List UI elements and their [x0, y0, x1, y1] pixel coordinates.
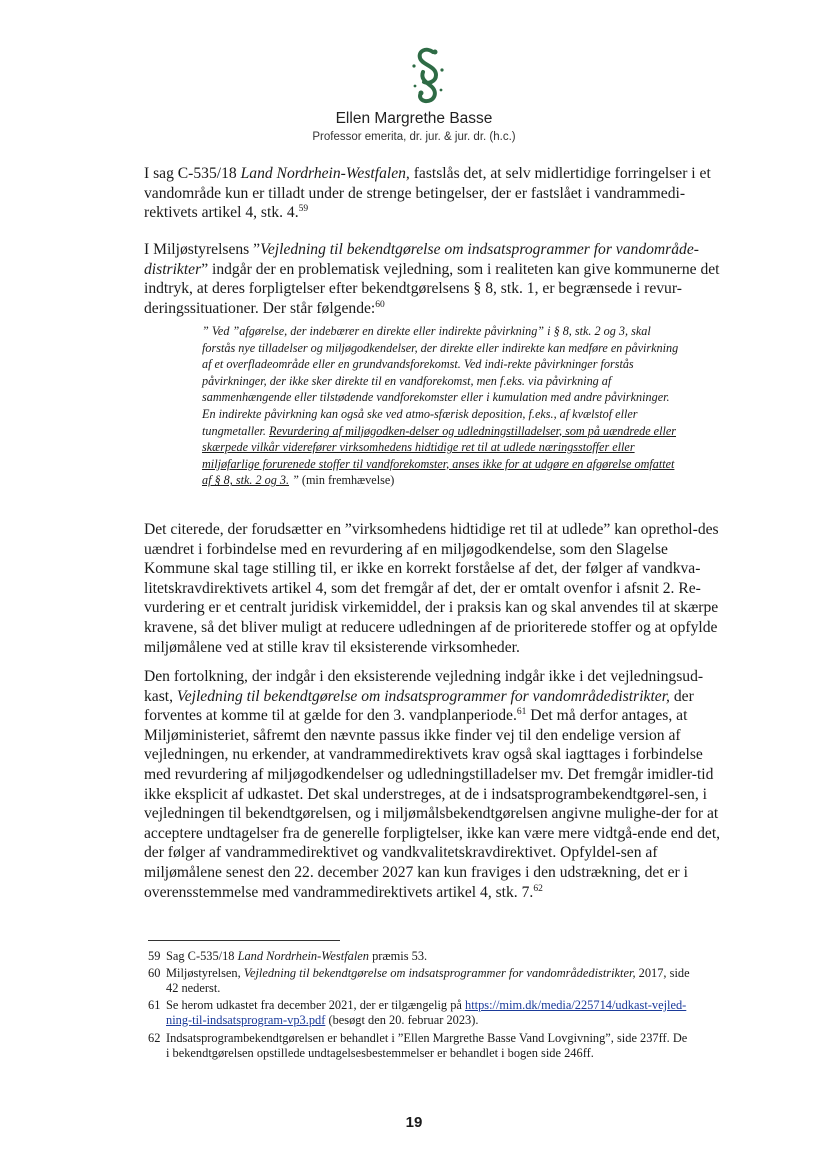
emphasized-passage: Revurdering af miljøgodken-delser og udledningstilladelser, som på uændrede eller skærpede vilkår viderefører virksomhedens hidtidige ret til at udlede næringsstoffer eller miljøfarlige forurenede stoffer til vandforekomster, anses ikke for at udgøre en afgørelse omfattet af § 8, stk. 2 og 3. — [202, 423, 677, 488]
footnote-ref-61[interactable]: 61 — [516, 707, 527, 718]
page-number: 19 — [405, 1114, 423, 1131]
footnote-ref-62[interactable]: 62 — [533, 883, 543, 894]
paragraph-3: Det citerede, der forudsætter en ”virksomhedens hidtidige ret til at udlede” kan oprethol-des uændret i forbindelse med en revurdering af en miljøgodkendelse, som den Slagelse Kommune skal tage stilling til, er ikke en korrekt forståelse af det, der følger af vandkva-litetskravdirektivets artikel 4, som det fremgår af det, der er omtalt ovenfor i afsnit 2. Re-vurdering er et centralt juridisk virkemiddel, der i praksis kan og skal anvendes til at skærpe kravene, så det bliver muligt at reducere udledningen af de prioriterede stoffer og at opfylde miljømålene ved at stille krav til eksisterende virksomheder. — [144, 521, 719, 656]
author-title: Professor emerita, dr. jur. & jur. dr. (h.c.) — [312, 131, 516, 143]
footnote-62: 62 Indsatsprogrambekendtgørelsen er behandlet i ”Ellen Margrethe Basse Vand Lovgivning”, side 237ff. De i bekendtgørelsen opstillede undtagelsesbestemmelser er behandlet i bogen side 246ff. — [148, 1031, 688, 1060]
paragraph-1: I sag C-535/18 Land Nordrhein-Westfalen, fastslås det, at selv midlertidige forringelser i et vandområde kun er tilladt under de strenge betingelser, der er fastslået i vandrammedi-rektivets artikel 4, stk. 4.59 — [144, 165, 711, 222]
paragraph-4: Den fortolkning, der indgår i den eksisterende vejledning indgår ikke i det vejledningsud-kast, Vejledning til bekendtgørelse om indsatsprogrammer for vandområdedistrikter, der forventes at komme til at gælde for den 3. vandplanperiode.$^{61}$ Det må derfor antages, at Miljøministeriet, såfremt den nævnte passus ikke finder vej til den endelige version af vejledningen, nu erkender, at vandrammedirektivets krav også skal iagttages i forbindelse med revurdering af miljøgodkendelser og udledningstilladelser mv. Det fremgår imidler-tid ikke eksplicit af udkastet. Det skal understreges, at de i indsatsprogrambekendtgørel-sen, i vejledningen til bekendtgørelsen, og i miljømålsbekendtgørelsen angivne mulighe-der for at acceptere undtagelser fra de generelle forpligtelser, ikke kan være mere vidtgå-ende end det, der følger af vandrammedirektivet og vandkvalitetskravdirektivet. Opfyldel-sen af miljømålene senest den 22. december 2027 kan kun fraviges i den udstrækning, det er i overensstemmelse med vandrammedirektivets artikel 4, stk. 7.62 — [144, 668, 721, 901]
section-sign-logo-icon — [410, 46, 446, 108]
udkast-link-cont[interactable]: ning-til-indsatsprogram-vp3.pdf — [166, 1013, 326, 1027]
footnote-59: 59 Sag C-535/18 Land Nordrhein-Westfalen præmis 53. — [148, 949, 428, 963]
paragraph-2: I Miljøstyrelsens ”Vejledning til bekendtgørelse om indsatsprogrammer for vandområde-distrikter” indgår der en problematisk vejledning, som i realiteten kan give kommunerne det indtryk, at deres forpligtelser efter bekendtgørelsens § 8, stk. 1, er begrænsede i revur-deringssituationer. Der står følgende:$^{60}$ — [144, 241, 720, 317]
udkast-link[interactable]: https://mim.dk/media/225714/udkast-vejled- — [465, 998, 687, 1012]
footnote-60: 60 Miljøstyrelsen, Vejledning til bekendtgørelse om indsatsprogrammer for vandområdedistrikter, 2017, side 42 nederst. — [148, 966, 690, 995]
block-quote: ” Ved ”afgørelse, der indebærer en direkte eller indirekte påvirkning” i § 8, stk. 2 og 3, skal forstås nye tilladelser og miljøgodkendelser, der direkte eller indirekte kan medføre en påvirkning af et overfladeområde eller en grundvandsforekomst. Ved indi-rekte påvirkninger forstås påvirkninger, der ikke sker direkte til en vandforekomst, men f.eks. via påvirkning af sammenhængende eller tilstødende vandforekomster eller i kumulation med andre påvirkninger. En indirekte påvirkning kan også ske ved atmo-sfærisk deposition, f.eks., af kvælstof eller tungmetaller. Revurdering af miljøgodken-delser og udledningstilladelser, som på uændrede eller skærpede vilkår viderefører virksomhedens hidtidige ret til at udlede næringsstoffer eller miljøfarlige forurenede stoffer til vandforekomster, anses ikke for at udgøre en afgørelse omfattet af § 8, stk. 2 og 3. ” (min fremhævelse) — [202, 324, 679, 488]
author-name: Ellen Margrethe Basse — [335, 110, 493, 127]
footnote-ref-60[interactable]: 60 — [375, 299, 385, 310]
footnote-ref-59[interactable]: 59 — [298, 204, 309, 215]
footnote-61: 61 Se herom udkastet fra december 2021, der er tilgængelig på https://mim.dk/media/225714/udkast-vejled- ning-til-indsatsprogram-vp3.pdf (besøgt den 20. februar 2023). — [148, 998, 687, 1027]
footnote-separator — [148, 940, 340, 941]
